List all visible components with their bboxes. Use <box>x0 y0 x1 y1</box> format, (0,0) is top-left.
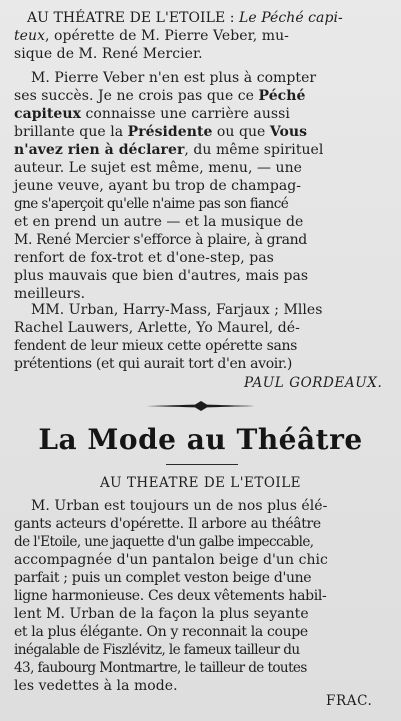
review-line-4: M. Pierre Veber n'en est plus à compter <box>31 70 317 86</box>
play-title-end: teux <box>14 28 46 44</box>
theatre-name: AU THÉATRE DE L'ETOILE : <box>27 10 240 26</box>
fashion-line-1: M. Urban est toujours un de nos plus élé- <box>31 498 328 514</box>
bold-title-capiteux: capiteux <box>14 106 82 122</box>
review-line-3: sique de M. René Mercier. <box>14 46 203 62</box>
ornament-divider-icon <box>146 400 256 412</box>
review-line-2: teux, opérette de M. Pierre Veber, mu- <box>14 28 289 44</box>
review-line-8: n'avez rien à déclarer, du même spirituel <box>14 142 324 158</box>
fashion-line-3: de l'Etoile, une jaquette d'un galbe impeccable, <box>14 534 314 550</box>
review-line-7: brillante que la Présidente ou que Vous <box>14 124 308 140</box>
review-line-9: auteur. Le sujet est même, menu, — une <box>14 160 303 176</box>
fashion-line-8: et la plus élégante. On y reconnait la coupe <box>14 624 308 640</box>
review-line-6: capiteux connaisse une carrière aussi <box>14 106 290 122</box>
section-subhead: AU THEATRE DE L'ETOILE <box>99 475 302 491</box>
fashion-line-9: inégalable de Fiszlévitz, le fameux tailleur du <box>14 642 300 658</box>
bold-title-vous: Vous <box>269 124 308 140</box>
title-rule <box>166 464 238 465</box>
review-line-14: renfort de fox-trot et d'one-step, pas <box>14 250 274 266</box>
bold-title-peche: Péché <box>258 88 306 104</box>
review-line-17: MM. Urban, Harry-Mass, Farjaux ; Mlles <box>31 302 323 318</box>
review-line-13: M. René Mercier s'efforce à plaire, à grand <box>14 232 307 248</box>
review-line-15: plus mauvais que bien d'autres, mais pas <box>14 268 309 284</box>
fashion-signature: FRAC. <box>326 693 373 709</box>
fashion-line-5: parfait ; puis un complet veston beige d'une <box>14 570 312 586</box>
section-title: La Mode au Théâtre <box>38 423 363 456</box>
review-line-16: meilleurs. <box>14 286 86 302</box>
review-line-12: et en prend un autre — et la musique de <box>14 214 304 230</box>
fashion-line-10: 43, faubourg Montmartre, le tailleur de toutes <box>14 660 307 676</box>
play-title: Le Péché capi- <box>239 10 343 26</box>
bold-title-declarer: n'avez rien à déclarer <box>14 142 185 158</box>
review-line-19: fendent de leur mieux cette opérette sans <box>14 338 297 354</box>
fashion-line-6: ligne harmonieuse. Ces deux vêtements habil- <box>14 588 327 604</box>
review-signature: PAUL GORDEAUX. <box>244 375 383 391</box>
fashion-line-4: accompagnée d'un pantalon beige d'un chic <box>14 552 328 568</box>
fashion-line-7: lent M. Urban de la façon la plus seyante <box>14 606 309 622</box>
fashion-line-11: les vedettes à la mode. <box>14 678 178 694</box>
review-line-20: prétentions (et qui aurait tort d'en avoir.) <box>14 356 292 372</box>
review-line-10: jeune veuve, ayant bu trop de champag- <box>14 178 302 194</box>
bold-title-presidente: Présidente <box>127 124 213 140</box>
review-line-11: gne s'aperçoit qu'elle n'aime pas son fiancé <box>14 196 289 212</box>
review-line-5: ses succès. Je ne crois pas que ce Péché <box>14 88 306 104</box>
review-line-1 <box>27 9 343 27</box>
fashion-line-2: gants acteurs d'opérette. Il arbore au théâtre <box>14 516 321 532</box>
review-line-18: Rachel Lauwers, Arlette, Yo Maurel, dé- <box>14 320 300 336</box>
